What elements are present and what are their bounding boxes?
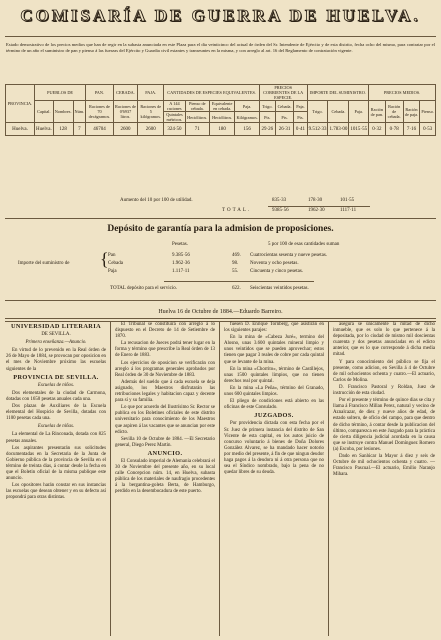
paragraph: En la mina «Chorrito», término de Castillejos, unas 1500 quintales limpios, que no tienen derechos real por quintal. [224,366,324,384]
th-paja-precio: Paja. [294,101,307,112]
section-heading: Escuelas de niños. [37,382,75,388]
th-med-cebada: Ración de cebada. [385,101,403,123]
th-ptas-2: Pts. [275,112,293,123]
cell-0: Huelva. [6,123,35,136]
paragraph: Y para conocimiento del público se fija el presente, como adicion, en Sevilla á 4 de Octubre de mil ochocientos ochenta y cuatro.—El actuario, Carlos de Molina. [333,359,435,383]
deposit-item-name: Pan [108,253,116,258]
paragraph: Además del sueldo que á cada escuela se deja asignado, los Maestros disfrutarán las retribuciones legales y habitacion capaz y decente para sí y su familia. [115,379,215,404]
section-heading: PROVINCIA DE SEVILLA. [13,373,99,381]
cell-1: Huelva. [35,123,54,136]
th-kilogramos: Kilógramos. [235,112,259,123]
paragraph: D. Francisco Pastoral y Roldan, Juez de instrucción de esta ciudad. [333,384,435,397]
paragraph: En la mina de «Cabeza Juré», termino del Alosno, unas 3.600 quintales mineral limpio y unos veintidos que se pueden aprovechar; estos tienen que pagar 3 reales de cobre por cada quintal que se levante de la mina. [224,335,324,365]
sum1-paja: 101·55 [340,198,355,203]
column-divider [110,322,111,636]
total-cebada: 1962·30 [308,208,325,213]
th-provincia: PROVINCIA. [6,85,35,123]
cell-15: 1.783·00 [328,123,349,136]
th-pienso: Pienso de cebada. [185,101,209,112]
section-rule [5,218,436,219]
cell-10: 156 [235,123,259,136]
paragraph: Los opositores harán constar en sus instancias las escuelas que desean obtener y en su defecto así propondrá para otras distintas. [6,483,106,501]
th-trigo-precio: Trigo. [259,101,275,112]
deposit-col-pesetas: Pesetas. [172,242,188,247]
deposit-total-label: TOTAL depósito para el servicio. [110,286,177,291]
deposit-item-text: Cincuenta y cinco pesetas. [250,269,304,274]
th-imp-cebada: Cebada. [328,101,349,123]
th-num: Núm. [73,101,86,123]
deposit-item-name: Cebada [108,261,123,266]
cell-9: 180 [209,123,235,136]
paragraph: En virtud de lo prevenido en la Real órden de 26 de Mayo de 1884, se provocan por oposicion en el mes de Noviembre próximo las escuelas siguientes de la [6,348,106,372]
th-raciones-paja: Raciones de 5 kilógramos. [138,101,164,123]
deposit-total-text: Seiscientas veintidos pesetas. [250,286,309,291]
th-equiv: Equivalente en cebada. [209,101,235,112]
deposit-item-name: Paja [108,269,117,274]
paragraph: Dos plazas de Auxiliares de la Escuela elemental del Hospicio de Sevilla, dotadas con 1100 pesetas cada una. [6,404,106,422]
deposit-total-amount: 622. [232,286,241,291]
section-heading: JUZGADOS. [254,412,294,420]
deposit-rule [164,281,314,282]
sum1-cebada: 178·30 [308,198,323,203]
deposit-item-pesetas: 1.117·11 [172,269,190,274]
cell-6: 2600 [138,123,164,136]
deposit-item-pesetas: 1.962·36 [172,261,190,266]
date-line: Huelva 16 de Octubre de 1884.—Eduardo Barreiro. [158,309,283,315]
th-raciones-pan: Raciones de 70 decágramos. [86,101,114,123]
th-paja: PAJA. [138,85,164,101]
deposit-item-text: Cuatrocientas sesenta y nueve pesetas. [250,253,328,258]
th-hectolitros: Hectólitros. [185,112,209,123]
deposit-title: Depósito de garantía para la admision de proposiciones. [107,224,334,234]
th-cantidades: CANTIDADES DE ESPECIES EQUIVALENTES. [164,85,260,101]
cell-3: 7 [73,123,86,136]
cell-19: 7·16 [403,123,420,136]
section-heading: Escuelas de niñas. [37,424,75,430]
cell-13: 0·41 [294,123,307,136]
paragraph: asegura se únicamente la mitad de dicho inmueble, que es solo lo que pertenece á la depositada, por lo ciudad de mismo mil doscientas cuarenta y dos pesetas anunciadas en el edicto anterior, que es lo que corresponde á dicha media mitad. [333,322,435,358]
deposit-brace: { [100,249,109,269]
paragraph: El pliego de condiciones está abierto en las oficinas de este Consulado. [224,399,324,411]
intro-paragraph: Estado demostrativo de los precios medios que han de regir en la subasta anunciada en este Plaza para el dia veinticinco del actual de órden del Sr. Intendente de Ejército y de esta distrito, fecha ocho del mismo, para contratar por el término de un año el suministro de pan y pienso á las fuerzas del Ejército y Guardia civil estantes y transeuntes en la misma, y con arreglo al art. 16 del Reglamento de contratación vigente. [6,42,435,53]
table-row [6,123,436,136]
sum1-label: Aumento del 10 por 100 de utilidad. [120,198,193,203]
column-2 [115,322,215,497]
th-ptas-3: Pts. [294,112,307,123]
paragraph: La elemental de La Rinconada, dotada con 825 pesetas anuales. [6,432,106,444]
th-imp-trigo: Trigo. [307,101,328,123]
cell-7: 324·50 [164,123,185,136]
deposit-item-pesetas: 9.385·56 [172,253,190,258]
cell-14: 9.512·33 [307,123,328,136]
total-paja: 1117·11 [340,208,357,213]
th-cebada: CEBADA. [113,85,138,101]
paragraph: fuesen D. Enrique Tornberg, que asistirán en los siguientes parajes: [224,322,324,334]
deposit-row-label: Importe del suministro de [18,261,70,266]
th-paja-cant: Paja. [235,101,259,112]
paragraph: Los aspirantes presentarán sus solicitudes documentadas en la Secretaria de la Junta de Gobierno pública de la provincia de Sevilla en el término de treinta dias, á contar desde la fecha en que el Boletin oficial de la misma publique este anuncio. [6,445,106,482]
cell-8: 71 [185,123,209,136]
section-heading: DE SEVILLA. [41,332,71,338]
title-rule [5,36,436,37]
deposit-item-amount: 98. [232,261,239,266]
deposit-item-amount: 469. [232,253,241,258]
section-heading: ANUNCIO. [147,449,183,457]
deposit-item-text: Noventa y ocho pesetas. [250,261,299,266]
cell-17: 0·32 [369,123,386,136]
th-capital: Capital. [35,101,54,123]
column-divider [219,322,220,636]
cell-16: 1015·55 [349,123,369,136]
total-trigo: 9385·56 [272,208,289,213]
paragraph: Los ejercicios de oposicion se verificarán con arreglo á los programas generales aprobados por Real órden de 30 de Noviembre de 1883. [115,360,215,378]
paragraph: Por providencia dictada con esta fecha por el Sr. Juez de primera instancia del distrito de San Vicente de esta capital, en los autos juicio de concurso voluntario á bienes de Doña Dolores González Alvarez, se ha mandado hacer notorio por medio del presente, á fin de que ningun deudor haga pagos á la deudora ni á otra persona que no sea el Síndico nombrado, bajo la pena de no quedar libres de su deuda. [224,421,324,476]
deposit-col-percent: 5 por 100 de esas cantidades suman [268,242,340,247]
cell-4: 46704 [86,123,114,136]
th-cebada-precio: Cebada. [275,101,293,112]
th-raciones-cebada: Raciones de 0'6937 litros. [113,101,138,123]
cell-2: 128 [53,123,73,136]
cell-12: 26·31 [275,123,293,136]
column-3 [224,322,324,477]
th-imp-paja: Paja. [349,101,369,123]
cell-5: 2600 [113,123,138,136]
column-1 [6,322,106,502]
sum-rule [268,206,370,207]
th-medios: PRECIOS MEDIOS. [369,85,436,101]
th-ptas-1: Pts. [259,112,275,123]
paragraph: Dos elementales de la ciudad de Carmona, dotadas con 1650 pesetas anuales cada una. [6,390,106,402]
section-heading: UNIVERSIDAD LITERARIA [10,323,102,330]
th-med-paja: Ración de paja. [403,101,420,123]
th-precios: PRECIOS CORRIENTES DE LA ESPECIE. [259,85,307,101]
section-heading: Primera enseñanza.—Anuncio. [25,340,87,346]
column-4 [333,322,435,479]
th-med-pienso: Pienso. [420,101,436,123]
th-quintales: Quintales métricos. [164,112,185,123]
paragraph: Sevilla 10 de Octubre de 1884. —El Secretario general, Diego Perez Martin. [115,436,215,448]
th-med-pan: Ración de pan. [369,101,386,123]
column-divider [328,322,329,636]
paragraph: El Tribunal se constituirá con arreglo á lo dispuesto en el Decreto de 14 de Setiembre de 1870. [115,322,215,340]
th-nombres: Nombres. [53,101,73,123]
paragraph: En la mina «La Peña», término del Granado, unos 600 quintales limpios. [224,385,324,398]
paragraph: El Consulado imperial de Alemania celebrará el 30 de Noviembre del presente año, en su local calle Concepcion núm. 14, en Huelva, subasta pública de los materiales de naufragio procedentes á la bergantina-goleta Berta, de Hamburgo, perdido en la desembocadura de este puerto. [115,458,215,495]
deposit-item-amount: 55. [232,269,239,274]
page-title: COMISARÍA DE GUERRA DE HUELVA. [20,6,421,25]
deposit-bottom-rule [5,300,436,301]
th-importe: IMPORTE DEL SUMINISTRO. [307,85,369,101]
cell-18: 0·78 [385,123,403,136]
th-trigo-a: A 144 raciones [164,101,185,112]
paragraph: Por el presente y término de quince dias se cita y llama á Francisco Millan Perez, natural y vecino de Aznalcazar, de diez y nueve años de edad, de estado soltero, de oficio del campo, para que dentro de dicho término, á contar desde la publicacion del último, comparezca en este Juzgado para la práctica de cierta diligencia judicial acordada en la causa que se instruye contra Manuel Domínguez Romero (a) Escoba, por lesiones. [333,398,435,452]
paragraph: La recusacion de Jueces podrá tener lugar en la forma y término que prescribe la Real órden de 13 de Enero de 1883. [115,341,215,359]
paragraph: Lo que por acuerdo del Ilustrísimo Sr. Rector se publica en los Boletines oficiales de este distrito universitario para conocimiento de los Maestros que aspiren á las vacantes que se anuncian por este edicto. [115,405,215,435]
prices-table [5,84,436,136]
cell-20: 0·53 [420,123,436,136]
sum1-trigo: 835·33 [272,198,287,203]
cell-11: 29·26 [259,123,275,136]
th-pan: PAN. [86,85,114,101]
th-pueblos: PUEBLOS DE [35,85,86,101]
paragraph: Dado en Sanlúcar la Mayor á diez y seis de Octubre de mil ochocientos ochenta y cuatro. —Francisco Pascual.—El actuario, Emilio Naranjo Mihara. [333,453,435,478]
total-label: TOTAL. [222,208,252,213]
th-hectolitros-2: Hectólitros. [209,112,235,123]
